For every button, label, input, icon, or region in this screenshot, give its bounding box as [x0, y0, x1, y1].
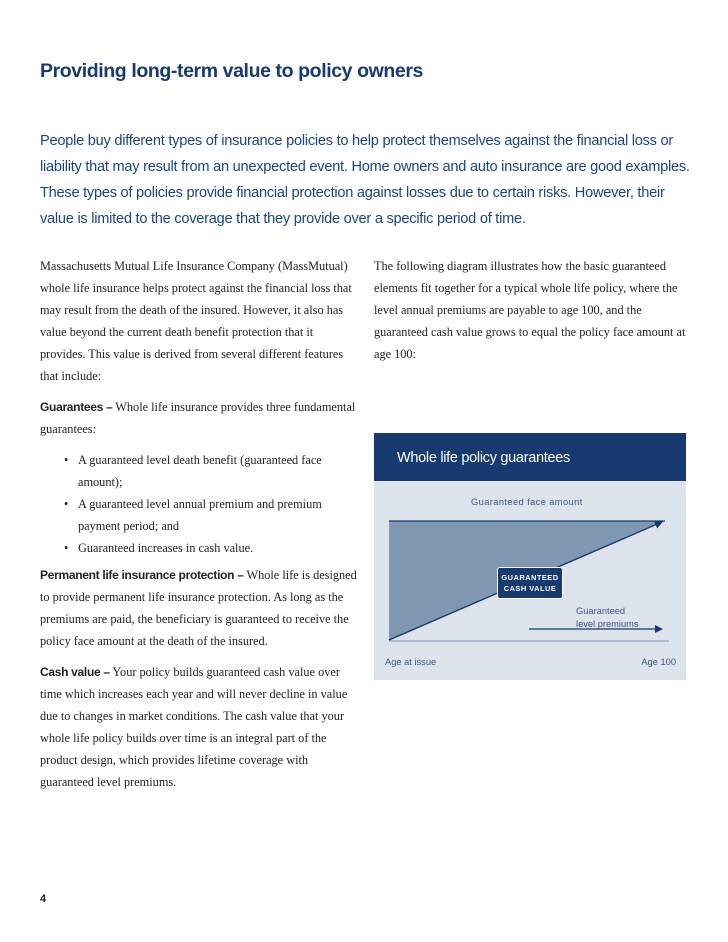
right-column [374, 255, 694, 365]
permanent-protection-text: Whole life is designed to provide permanent life insurance protection. As long as the premiums are paid, the beneficiary is guaranteed to receive the policy face amount at the death of the insured. [40, 568, 357, 648]
diagram-intro-paragraph: The following diagram illustrates how the basic guaranteed elements fit together for a typical whole life policy, where the level annual premiums are payable to age 100, and the guaranteed cash value grows to equal the policy face amount at age 100: [374, 259, 686, 361]
list-item: • A guaranteed level death benefit (guaranteed face amount); [78, 449, 360, 493]
intro-paragraph: People buy different types of insurance policies to help protect themselves against the financial loss or liability that may result from an unexpected event. Home owners and auto insurance are good examples. These types of policies provide financial protection against losses due to certain risks. However, their value is limited to the coverage that they provide over a specific period of time. [40, 133, 690, 227]
guarantees-text: Whole life insurance provides three fundamental guarantees: [40, 400, 356, 436]
intro-body-paragraph: Massachusetts Mutual Life Insurance Company (MassMutual) whole life insurance helps protect against the financial loss that may result from the death of the insured. However, it also has value beyond the current death benefit protection that it provides. This value is derived from several different features that include: [40, 259, 352, 383]
guarantees-lead: Guarantees – [40, 400, 113, 414]
badge-line-2: CASH VALUE [503, 584, 557, 593]
level-premiums-label [576, 605, 639, 631]
level-premiums-line-1: Guaranteed [576, 606, 626, 616]
permanent-protection-lead: Permanent life insurance protection – [40, 568, 244, 582]
guaranteed-cash-value-badge [497, 567, 563, 599]
page-title: Providing long-term value to policy owners [40, 60, 424, 82]
list-item: • Guaranteed increases in cash value. [78, 537, 360, 559]
cash-value-paragraph [40, 661, 360, 793]
permanent-protection-paragraph [40, 564, 360, 652]
diagram-graphic [374, 433, 686, 680]
page-number: 4 [40, 893, 47, 905]
badge-line-1: GUARANTEED [501, 573, 559, 582]
age-at-issue-label: Age at issue [385, 657, 437, 667]
whole-life-guarantees-diagram [374, 433, 686, 680]
guarantees-list [40, 449, 360, 559]
cash-value-text: Your policy builds guaranteed cash value over time which increases each year and will never decline in value due to changes in market conditions. The cash value that your whole life policy builds over time is an integral part of the product design, which provides lifetime coverage with guaranteed level premiums. [40, 665, 348, 789]
cash-value-lead: Cash value – [40, 665, 110, 679]
left-column [40, 255, 360, 802]
list-item: • A guaranteed level annual premium and premium payment period; and [78, 493, 360, 537]
age-100-label: Age 100 [641, 657, 676, 667]
level-premiums-line-2: level premiums [576, 619, 639, 629]
diagram-title: Whole life policy guarantees [397, 450, 570, 466]
face-amount-label: Guaranteed face amount [471, 497, 583, 507]
guarantees-paragraph [40, 396, 360, 440]
